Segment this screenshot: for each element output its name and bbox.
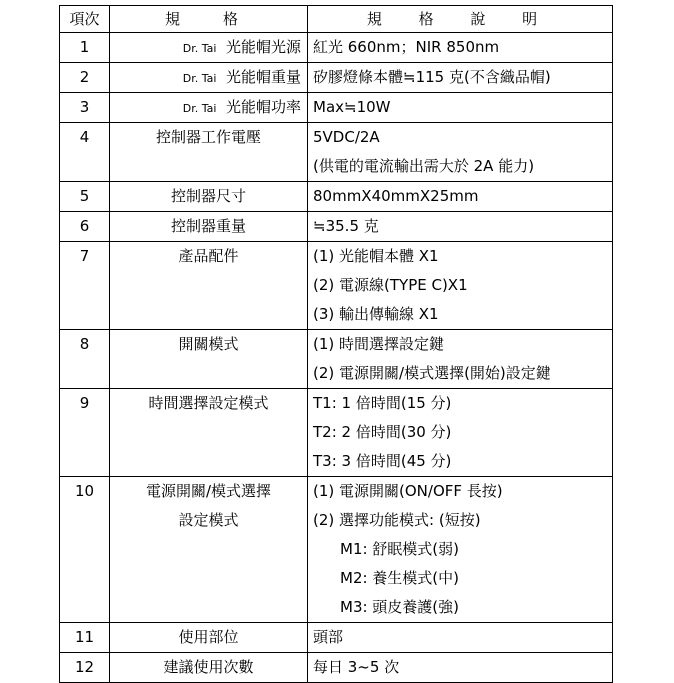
row-number: 4	[79, 128, 90, 146]
row-number-cell	[60, 63, 110, 93]
brand-label: Dr. Tai	[182, 102, 217, 115]
spec-text: 光能帽重量	[225, 68, 301, 86]
description-cell	[308, 33, 613, 63]
table-row	[60, 123, 613, 182]
description-line: (1) 時間選擇設定鍵	[313, 335, 445, 353]
description-cell	[308, 653, 613, 683]
row-number-cell	[60, 182, 110, 212]
row-number: 9	[79, 394, 90, 412]
description-line: T1: 1 倍時間(15 分)	[313, 394, 452, 412]
row-number: 10	[74, 482, 95, 500]
description-cell	[308, 63, 613, 93]
spec-line: 控制器尺寸	[170, 187, 246, 205]
description-cell	[308, 212, 613, 242]
spec-table	[59, 5, 613, 683]
description-line: M2: 養生模式(中)	[340, 569, 460, 587]
description-cell	[308, 623, 613, 653]
description-line: (2) 電源開關/模式選擇(開始)設定鍵	[313, 364, 551, 382]
spec-line: 控制器工作電壓	[155, 128, 261, 146]
table-row	[60, 93, 613, 123]
spec-cell	[110, 63, 308, 93]
table-row	[60, 242, 613, 330]
description-line: M1: 舒眠模式(弱)	[340, 540, 460, 558]
row-number-cell	[60, 212, 110, 242]
description-cell	[308, 389, 613, 477]
header-spec-label: 規 格	[164, 10, 252, 28]
row-number-cell	[60, 242, 110, 330]
spec-line: 控制器重量	[170, 217, 246, 235]
description-line: 紅光 660nm；NIR 850nm	[313, 38, 500, 56]
description-line: (2) 電源線(TYPE C)X1	[313, 276, 468, 294]
header-no-label: 項次	[69, 10, 100, 28]
description-cell	[308, 477, 613, 623]
spec-line: 時間選擇設定模式	[148, 394, 269, 412]
spec-table-body	[60, 6, 613, 683]
brand-label: Dr. Tai	[182, 72, 217, 85]
brand-label: Dr. Tai	[182, 42, 217, 55]
description-line: T2: 2 倍時間(30 分)	[313, 423, 452, 441]
description-line: 80mmX40mmX25mm	[313, 187, 479, 205]
spec-cell	[110, 623, 308, 653]
spec-cell	[110, 182, 308, 212]
spec-text: 光能帽光源	[225, 38, 301, 56]
spec-line: 建議使用次數	[163, 658, 254, 676]
description-cell	[308, 182, 613, 212]
row-number: 2	[79, 68, 90, 86]
row-number: 11	[74, 628, 95, 646]
description-line: (3) 輸出傳輸線 X1	[313, 305, 439, 323]
spec-line	[110, 63, 307, 92]
description-cell	[308, 123, 613, 182]
description-cell	[308, 242, 613, 330]
spec-line: 電源開關/模式選擇	[145, 482, 272, 500]
header-spec	[110, 6, 308, 33]
spec-cell	[110, 389, 308, 477]
spec-cell	[110, 242, 308, 330]
header-desc-label: 規 格 說 明	[366, 10, 554, 28]
description-line: Max≒10W	[313, 98, 391, 116]
row-number-cell	[60, 33, 110, 63]
spec-line	[110, 93, 307, 122]
row-number: 5	[79, 187, 90, 205]
row-number-cell	[60, 123, 110, 182]
spec-cell	[110, 477, 308, 623]
description-line: (1) 電源開關(ON/OFF 長按)	[313, 482, 503, 500]
table-row	[60, 212, 613, 242]
row-number: 3	[79, 98, 90, 116]
spec-cell	[110, 93, 308, 123]
row-number-cell	[60, 653, 110, 683]
table-row	[60, 330, 613, 389]
row-number: 1	[79, 38, 90, 56]
spec-cell	[110, 653, 308, 683]
description-line: (1) 光能帽本體 X1	[313, 247, 439, 265]
row-number-cell	[60, 330, 110, 389]
spec-cell	[110, 330, 308, 389]
header-desc	[308, 6, 613, 33]
row-number-cell	[60, 623, 110, 653]
spec-cell	[110, 123, 308, 182]
table-row	[60, 33, 613, 63]
spec-line: 開關模式	[178, 335, 239, 353]
table-row	[60, 389, 613, 477]
description-line: 頭部	[313, 628, 344, 646]
spec-line	[110, 33, 307, 62]
spec-text: 光能帽功率	[225, 98, 301, 116]
description-line: (供電的電流輸出需大於 2A 能力)	[313, 157, 535, 175]
row-number: 7	[79, 247, 90, 265]
table-row	[60, 63, 613, 93]
table-row	[60, 182, 613, 212]
description-line: M3: 頭皮養護(強)	[340, 598, 460, 616]
description-cell	[308, 330, 613, 389]
header-row	[60, 6, 613, 33]
spec-cell	[110, 33, 308, 63]
table-row	[60, 477, 613, 623]
spec-line: 產品配件	[178, 247, 239, 265]
header-no	[60, 6, 110, 33]
spec-line: 設定模式	[178, 511, 239, 529]
row-number-cell	[60, 93, 110, 123]
description-line: ≒35.5 克	[313, 217, 379, 235]
row-number-cell	[60, 389, 110, 477]
description-line: 矽膠燈條本體≒115 克(不含織品帽)	[313, 68, 551, 86]
row-number: 6	[79, 217, 90, 235]
row-number: 8	[79, 335, 90, 353]
row-number: 12	[74, 658, 95, 676]
table-row	[60, 623, 613, 653]
description-line: 每日 3~5 次	[313, 658, 400, 676]
table-row	[60, 653, 613, 683]
description-line: T3: 3 倍時間(45 分)	[313, 452, 452, 470]
description-line: 5VDC/2A	[313, 128, 380, 146]
spec-line: 使用部位	[178, 628, 239, 646]
description-line: (2) 選擇功能模式: (短按)	[313, 511, 481, 529]
row-number-cell	[60, 477, 110, 623]
description-cell	[308, 93, 613, 123]
spec-cell	[110, 212, 308, 242]
